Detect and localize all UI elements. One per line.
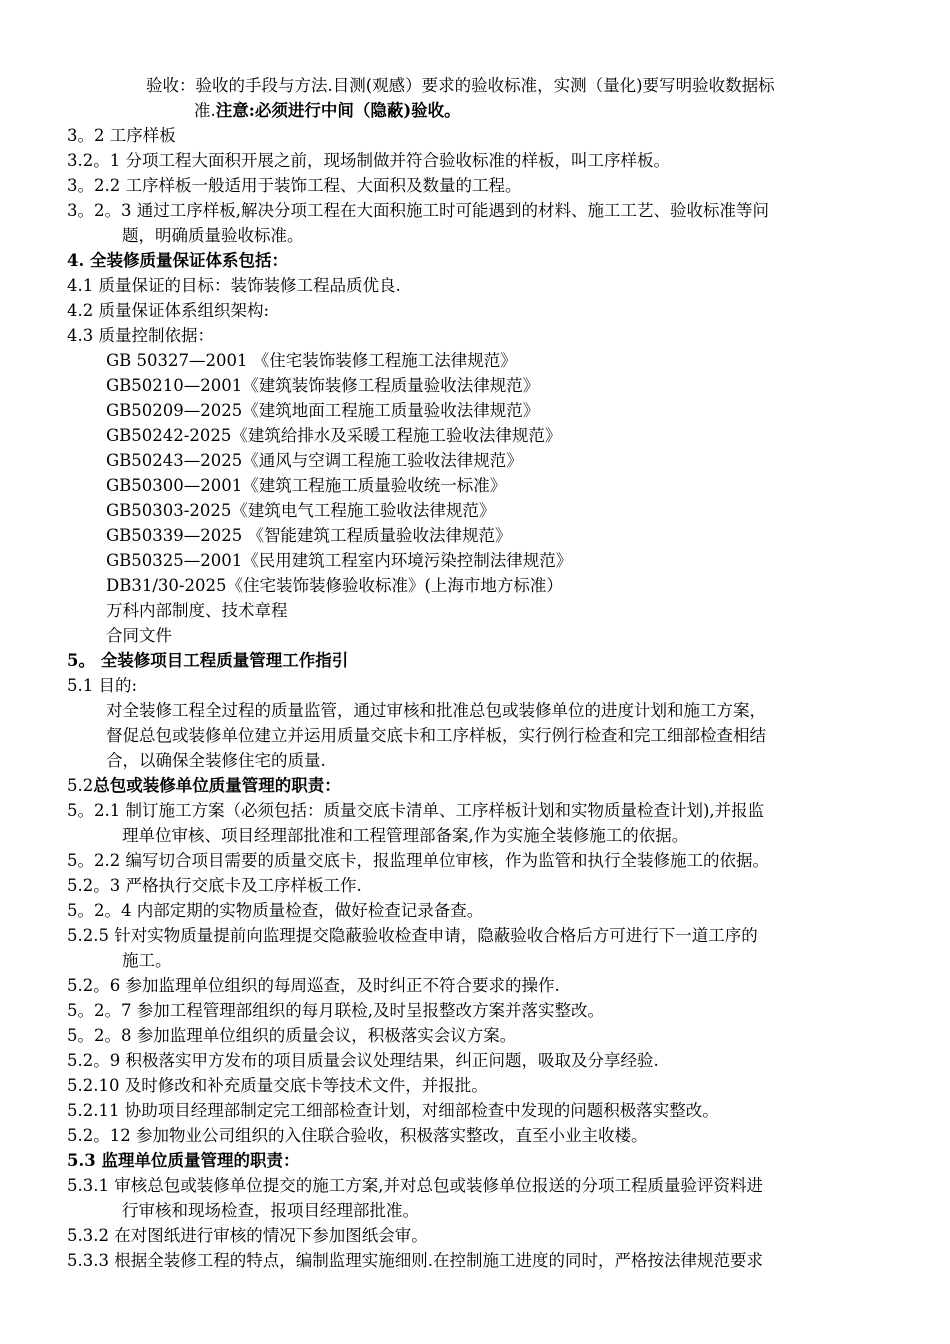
section-heading: 5.3 监理单位质量管理的职责：	[67, 1151, 300, 1170]
text-line: 3.2。1 分项工程大面积开展之前，现场制做并符合验收标准的样板，叫工序样板。	[67, 151, 670, 170]
text-line: 合，以确保全装修住宅的质量.	[106, 751, 326, 770]
text-line: 5。2.2 编写切合项目需要的质量交底卡，报监理单位审核，作为监管和执行全装修施工的依据。	[67, 851, 769, 870]
text-line: 施工。	[122, 951, 172, 970]
standard-item: GB50209—2025《建筑地面工程施工质量验收法律规范》	[106, 401, 540, 420]
text-line: 5。2.1 制订施工方案（必须包括：质量交底卡清单、工序样板计划和实物质量检查计划),并报监	[67, 801, 765, 820]
text-line: 对全装修工程全过程的质量监管，通过审核和批准总包或装修单位的进度计划和施工方案，	[106, 701, 766, 720]
standard-item: GB50242-2025《建筑给排水及采暖工程施工验收法律规范》	[106, 426, 562, 445]
text-line: 5.3.3 根据全装修工程的特点，编制监理实施细则.在控制施工进度的同时，严格按法律规范要求	[67, 1251, 763, 1270]
standard-item: 万科内部制度、技术章程	[106, 601, 288, 620]
text-line: 5.2。3 严格执行交底卡及工序样板工作.	[67, 876, 362, 895]
standard-item: DB31/30-2025《住宅装饰装修验收标准》(上海市地方标准）	[106, 576, 563, 595]
text-line: 题，明确质量验收标准。	[122, 226, 304, 245]
standard-item: 合同文件	[106, 626, 172, 645]
text-line: 行审核和现场检查，报项目经理部批准。	[122, 1201, 419, 1220]
text-line: 3。2。3 通过工序样板,解决分项工程在大面积施工时可能遇到的材料、施工工艺、验收标准等问	[67, 201, 769, 220]
standard-item: GB50303-2025《建筑电气工程施工验收法律规范》	[106, 501, 496, 520]
text-line: 4.2 质量保证体系组织架构:	[67, 301, 270, 320]
text-line: 5.2.11 协助项目经理部制定完工细部检查计划，对细部检查中发现的问题积极落实整改。	[67, 1101, 719, 1120]
text-line: 4.3 质量控制依据：	[67, 326, 214, 345]
text-line: 理单位审核、项目经理部批准和工程管理部备案,作为实施全装修施工的依据。	[122, 826, 689, 845]
text-line: 5.2。12 参加物业公司组织的入住联合验收，积极落实整改，直至小业主收楼。	[67, 1126, 648, 1145]
text-line: 3。2.2 工序样板一般适用于装饰工程、大面积及数量的工程。	[67, 176, 522, 195]
text-line: 5.2。9 积极落实甲方发布的项目质量会议处理结果，纠正问题，吸取及分享经验.	[67, 1051, 659, 1070]
text-line: 5。2。7 参加工程管理部组织的每月联检,及时呈报整改方案并落实整改。	[67, 1001, 604, 1020]
text-line: 5.3.1 审核总包或装修单位提交的施工方案,并对总包或装修单位报送的分项工程质量验评资料进	[67, 1176, 763, 1195]
standard-item: GB50210—2001《建筑装饰装修工程质量验收法律规范》	[106, 376, 540, 395]
text-line: 5.2.10 及时修改和补充质量交底卡等技术文件，并报批。	[67, 1076, 488, 1095]
standard-item: GB50300—2001《建筑工程施工质量验收统一标准》	[106, 476, 507, 495]
text-line: 督促总包或装修单位建立并运用质量交底卡和工序样板，实行例行检查和完工细部检查相结	[106, 726, 766, 745]
standard-item: GB50243—2025《通风与空调工程施工验收法律规范》	[106, 451, 523, 470]
text-line: 5。2。8 参加监理单位组织的质量会议，积极落实会议方案。	[67, 1026, 517, 1045]
text-line: 4.1 质量保证的目标：装饰装修工程品质优良.	[67, 276, 401, 295]
section-heading: 3。2 工序样板	[67, 126, 176, 145]
text-line: 5。2。4 内部定期的实物质量检查，做好检查记录备查。	[67, 901, 484, 920]
text-line: 准.注意:必须进行中间（隐蔽)验收。	[194, 101, 461, 120]
text-line: 5.2.5 针对实物质量提前向监理提交隐蔽验收检查申请，隐蔽验收合格后方可进行下一道工序的	[67, 926, 758, 945]
standard-item: GB 50327—2001 《住宅装饰装修工程施工法律规范》	[106, 351, 517, 370]
standard-item: GB50325—2001《民用建筑工程室内环境污染控制法律规范》	[106, 551, 573, 570]
section-heading: 5.2总包或装修单位质量管理的职责：	[67, 776, 341, 795]
text-line: 验收：验收的手段与方法.目测(观感）要求的验收标准，实测（量化)要写明验收数据标	[146, 76, 775, 95]
section-heading: 4. 全装修质量保证体系包括：	[67, 251, 288, 270]
text-line: 5.1 目的:	[67, 676, 138, 695]
standard-item: GB50339—2025 《智能建筑工程质量验收法律规范》	[106, 526, 512, 545]
text-line: 5.3.2 在对图纸进行审核的情况下参加图纸会审。	[67, 1226, 428, 1245]
text-line: 5.2。6 参加监理单位组织的每周巡查，及时纠正不符合要求的操作.	[67, 976, 560, 995]
section-heading: 5。 全装修项目工程质量管理工作指引	[67, 651, 349, 670]
